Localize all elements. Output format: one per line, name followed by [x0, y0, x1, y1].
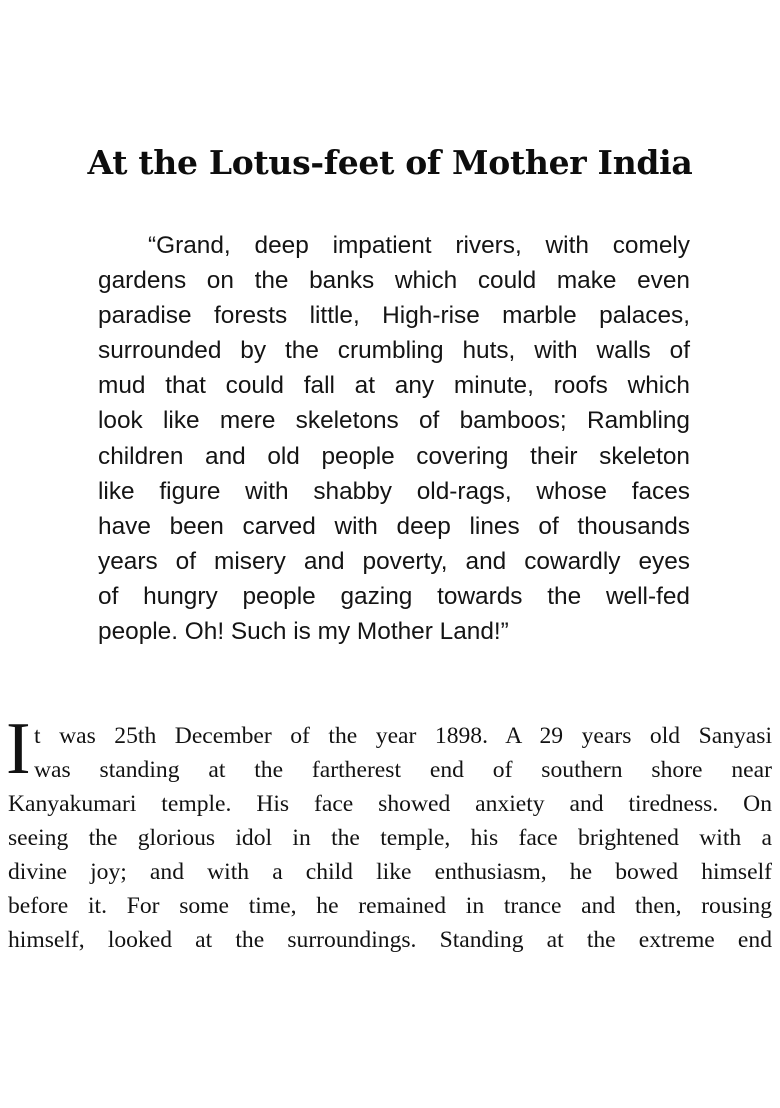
- quote-line: have been carved with deep lines of thousands: [98, 512, 690, 540]
- quote-line: of hungry people gazing towards the well-fed: [98, 582, 690, 610]
- quote-line: look like mere skeletons of bamboos; Rambling: [98, 407, 690, 435]
- body-paragraph: [8, 719, 772, 957]
- quote-line: “Grand, deep impatient rivers, with comely: [148, 232, 690, 259]
- quote-line: like figure with shabby old-rags, whose faces: [98, 477, 690, 505]
- paragraph-line: divine joy; and with a child like enthusiasm, he bowed himself: [8, 859, 772, 885]
- paragraph-line: before it. For some time, he remained in trance and then, rousing: [8, 893, 772, 919]
- paragraph-line: seeing the glorious idol in the temple, his face brightened with a: [8, 825, 772, 851]
- quote-line: mud that could fall at any minute, roofs which: [98, 372, 690, 400]
- paragraph-line: himself, looked at the surroundings. Standing at the extreme end: [8, 927, 772, 953]
- paragraph-line: Kanyakumari temple. His face showed anxiety and tiredness. On: [8, 791, 772, 817]
- quote-line: children and old people covering their skeleton: [98, 442, 690, 470]
- quote-line: paradise forests little, High-rise marble palaces,: [98, 302, 690, 330]
- quote-line: people. Oh! Such is my Mother Land!”: [98, 618, 509, 646]
- epigraph-quote: [98, 228, 690, 649]
- paragraph-line: t was 25th December of the year 1898. A 29 years old Sanyasi: [34, 723, 772, 749]
- quote-line: surrounded by the crumbling huts, with walls of: [98, 337, 690, 365]
- chapter-title: At the Lotus-feet of Mother India: [87, 143, 693, 182]
- quote-line: gardens on the banks which could make even: [98, 267, 690, 295]
- quote-line: years of misery and poverty, and cowardly eyes: [98, 547, 690, 575]
- paragraph-line: was standing at the fartherest end of southern shore near: [34, 757, 772, 783]
- drop-cap-letter: I: [6, 708, 31, 790]
